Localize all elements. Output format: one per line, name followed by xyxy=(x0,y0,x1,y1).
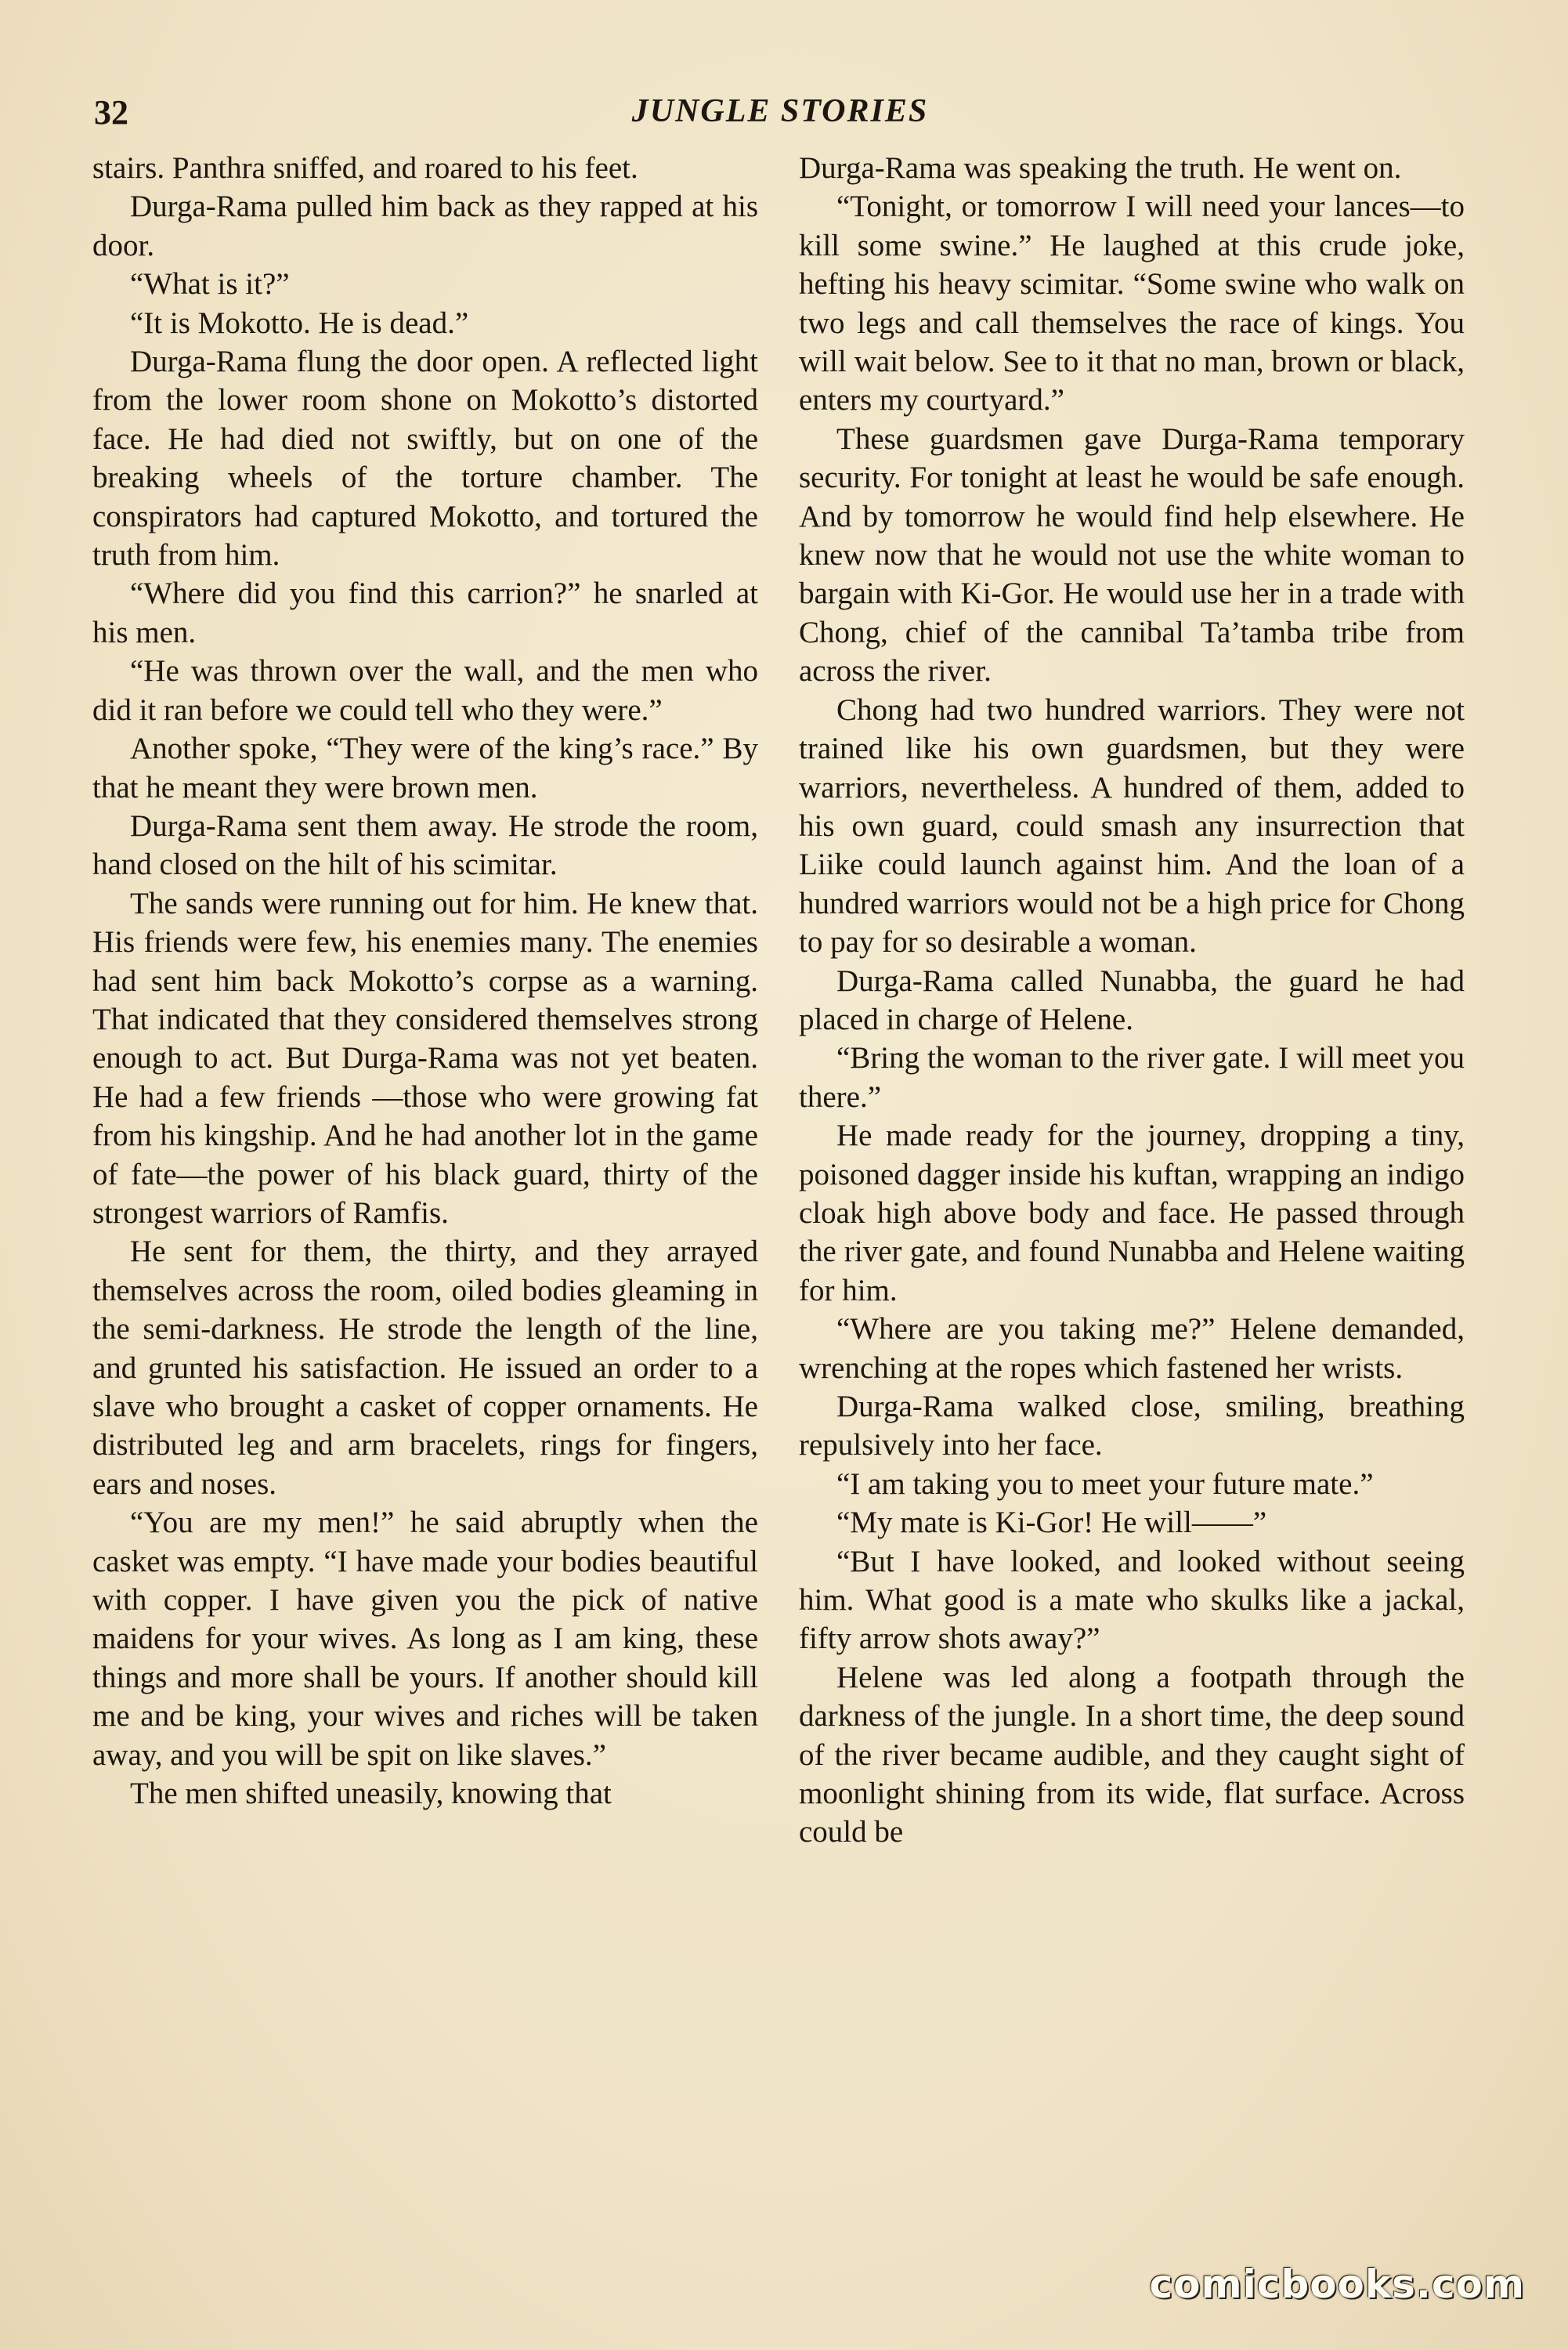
paragraph: These guardsmen gave Durga-Rama temporary security. For tonight at least he would be safe enough. And by tomorrow he would find help elsewhere. He knew now that he would not use the white woman to bargain with Ki-Gor. He would use her in a trade with Chong, chief of the cannibal Ta’tamba tribe from across the river. xyxy=(799,421,1465,689)
page-header xyxy=(86,92,1474,147)
paragraph: The sands were running out for him. He knew that. His friends were few, his enemies many. The enemies had sent him back Mokotto’s corpse as a warning. That indicated that they considered themselves strong enough to act. But Durga-Rama was not yet beaten. He had a few friends —those who were growing fat from his kingship. And he had another lot in the game of fate—the power of his black guard, thirty of the strongest warriors of Ramfis. xyxy=(92,886,758,1230)
paragraph: Durga-Rama called Nunabba, the guard he had placed in charge of Helene. xyxy=(799,964,1465,1036)
paragraph: “Where did you find this carrion?” he snarled at his men. xyxy=(92,577,758,649)
paragraph: “Tonight, or tomorrow I will need your lances—to kill some swine.” He laughed at this crude joke, hefting his heavy scimitar. “Some swine who walk on two legs and call themselves the race of kings. You will wait below. See to it that no man, brown or black, enters my courtyard.” xyxy=(799,190,1465,418)
paragraph: Durga-Rama walked close, smiling, breathing repulsively into her face. xyxy=(799,1390,1465,1462)
paragraph: “But I have looked, and looked without seeing him. What good is a mate who skulks like a jackal, fifty arrow shots away?” xyxy=(799,1544,1465,1656)
paragraph: Durga-Rama sent them away. He strode the room, hand closed on the hilt of his scimitar. xyxy=(92,808,758,882)
left-column xyxy=(92,149,758,1813)
paragraph: “Bring the woman to the river gate. I will meet you there.” xyxy=(799,1041,1465,1114)
paragraph: Helene was led along a footpath through the darkness of the jungle. In a short time, the deep sound of the river became audible, and they caught sight of moonlight shining from its wide, flat surface. Across could be xyxy=(799,1660,1465,1849)
paragraph: Durga-Rama flung the door open. A reflected light from the lower room shone on Mokotto’s distorted face. He had died not swiftly, but on one of the breaking wheels of the torture chamber. The conspirators had captured Mokotto, and tortured the truth from him. xyxy=(92,345,758,573)
paragraph: “What is it?” xyxy=(130,267,290,302)
paragraph: “You are my men!” he said abruptly when the casket was empty. “I have made your bodies beautiful with copper. I have given you the pick of native maidens for your wives. As long as I am king, these things and more shall be yours. If another should kill me and be king, your wives and riches will be taken away, and you will be spit on like slaves.” xyxy=(92,1506,758,1772)
paragraph: The men shifted uneasily, knowing that xyxy=(130,1777,612,1811)
paragraph: “Where are you taking me?” Helene demanded, wrenching at the ropes which fastened her wrists. xyxy=(799,1312,1465,1385)
running-title: JUNGLE STORIES xyxy=(631,93,929,129)
paragraph: Another spoke, “They were of the king’s race.” By that he meant they were brown men. xyxy=(92,732,758,804)
paragraph: “He was thrown over the wall, and the men who did it ran before we could tell who they were.” xyxy=(92,654,758,727)
paragraph: “It is Mokotto. He is dead.” xyxy=(130,306,469,340)
paragraph: Durga-Rama pulled him back as they rapped at his door. xyxy=(92,190,758,262)
paragraph: “My mate is Ki-Gor! He will——” xyxy=(836,1506,1267,1540)
paragraph: Durga-Rama was speaking the truth. He went on. xyxy=(799,151,1402,185)
right-column xyxy=(799,149,1465,1852)
paragraph: Chong had two hundred warriors. They were not trained like his own guardsmen, but they were warriors, nevertheless. A hundred of them, added to his own guard, could smash any insurrection that Liike could launch against him. And the loan of a hundred warriors would not be a high price for Chong to pay for so desirable a woman. xyxy=(799,692,1465,960)
paragraph: He made ready for the journey, dropping a tiny, poisoned dagger inside his kuftan, wrapping an indigo cloak high above body and face. He passed through the river gate, and found Nunabba and Helene waiting for him. xyxy=(799,1119,1465,1307)
paragraph: He sent for them, the thirty, and they arrayed themselves across the room, oiled bodies gleaming in the semi-darkness. He strode the length of the line, and grunted his satisfaction. He issued an order to a slave who brought a casket of copper ornaments. He distributed leg and arm bracelets, rings for fingers, ears and noses. xyxy=(92,1235,758,1501)
site-watermark: comicbooks.com xyxy=(1149,2261,1525,2307)
paragraph: “I am taking you to meet your future mate.” xyxy=(836,1466,1374,1501)
paragraph: stairs. Panthra sniffed, and roared to his feet. xyxy=(92,151,638,185)
page-number: 32 xyxy=(94,93,128,132)
